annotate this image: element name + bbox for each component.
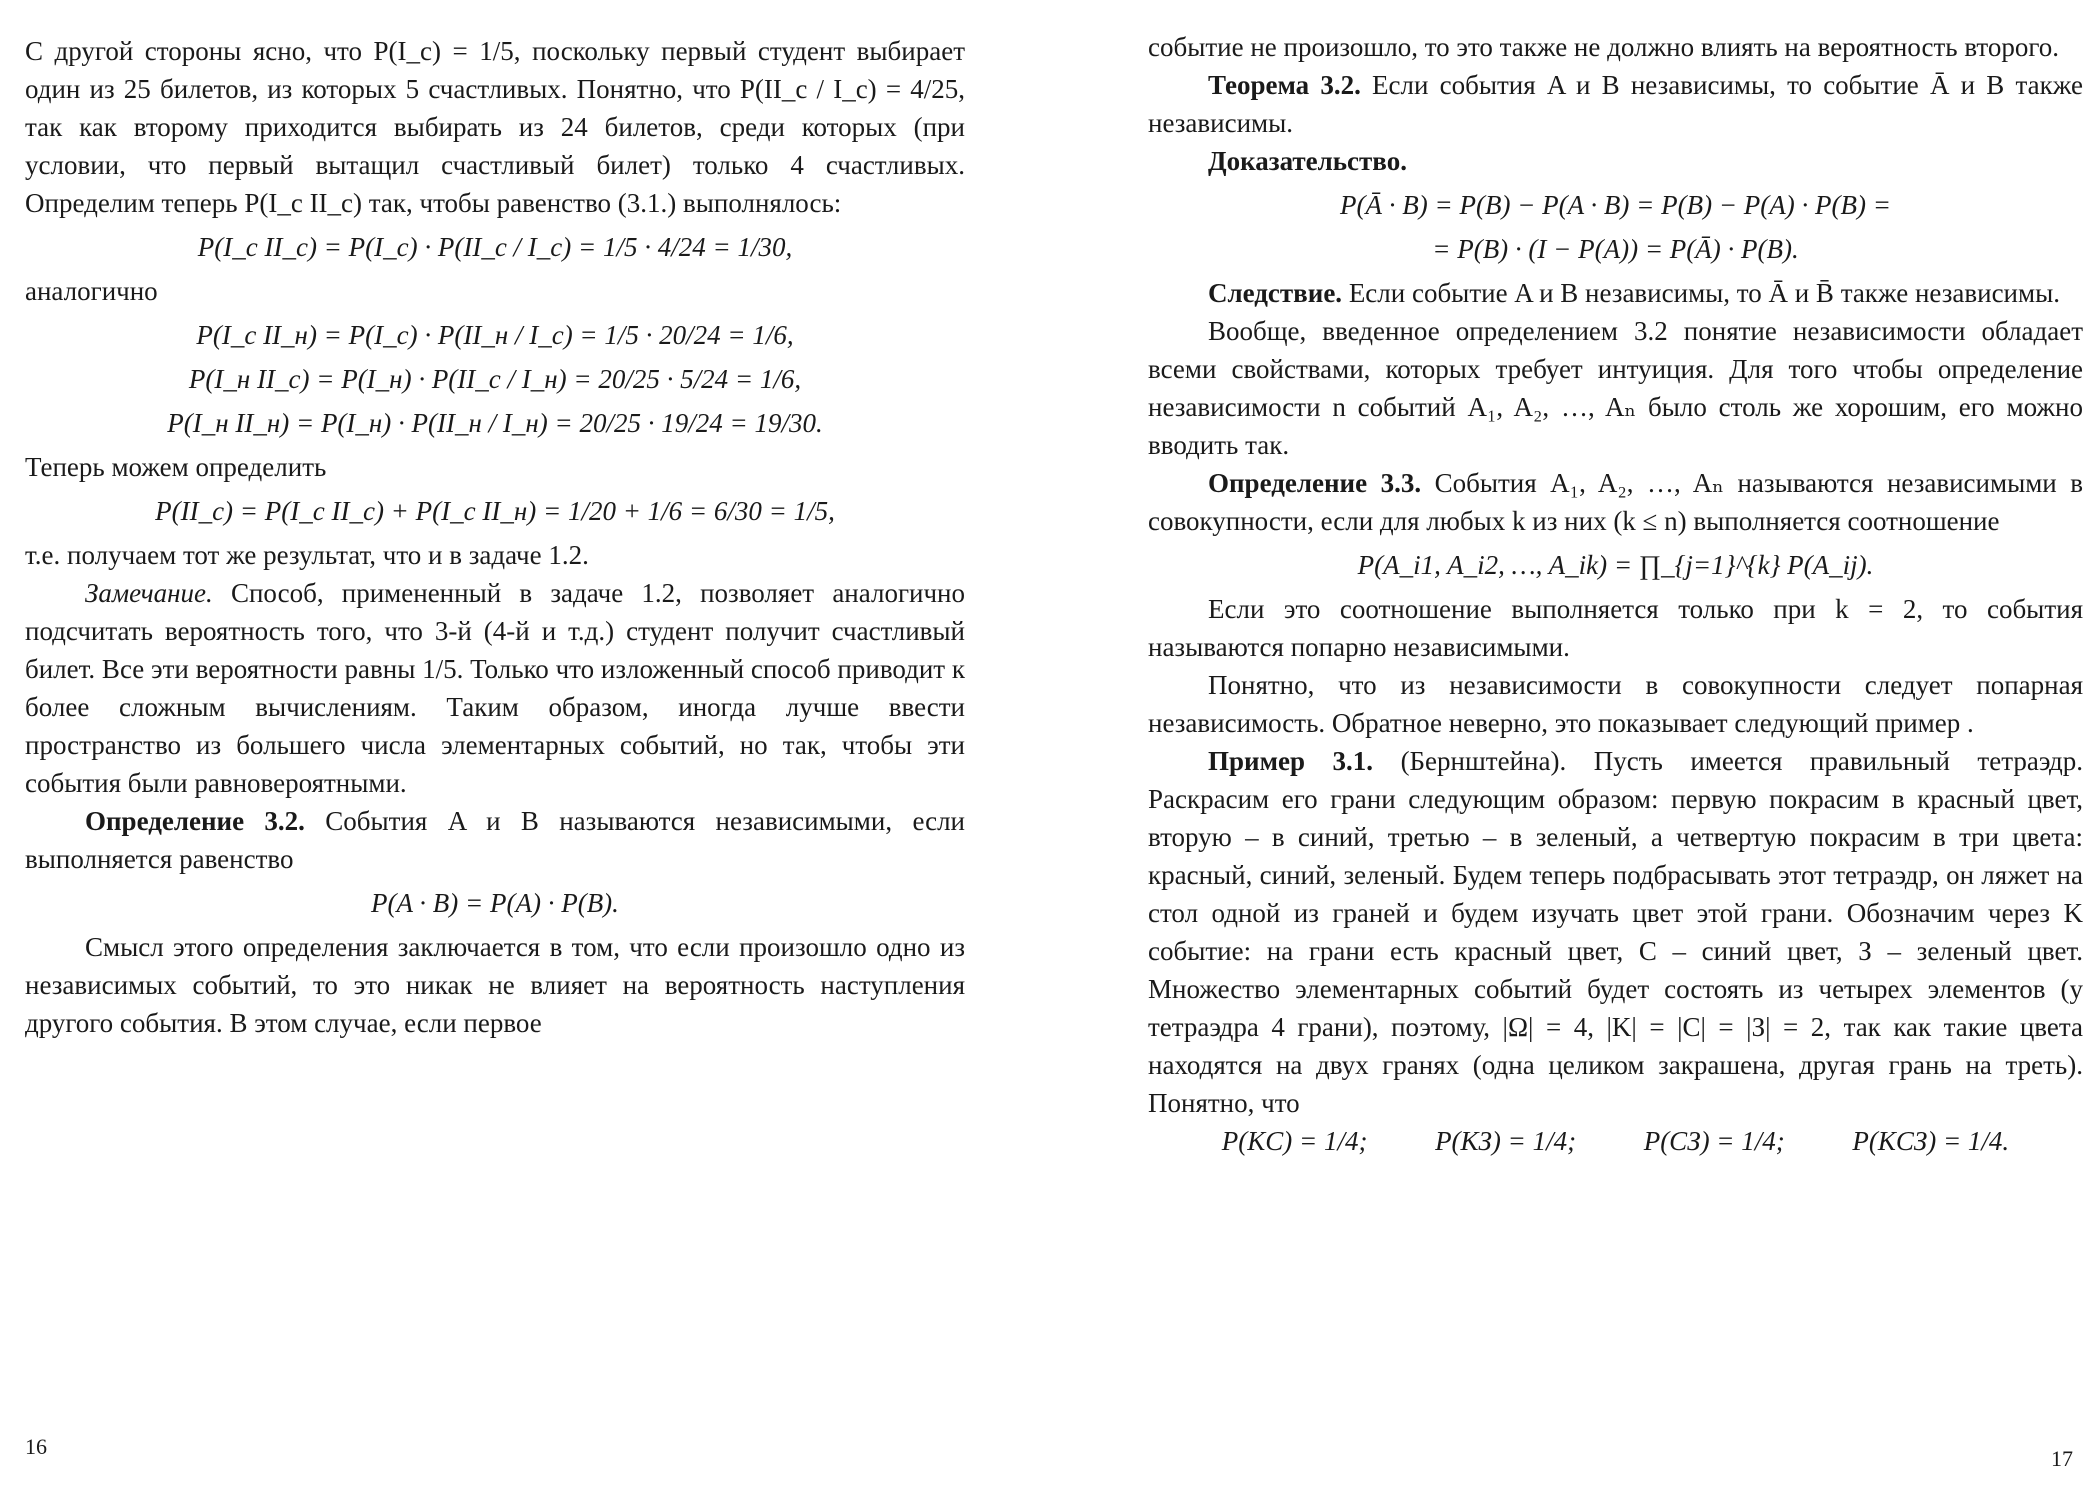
paragraph: т.е. получаем тот же результат, что и в задаче 1.2. <box>25 540 589 570</box>
remark-paragraph <box>25 574 965 802</box>
left-page-content <box>25 32 965 1042</box>
formula: P(CЗ) = 1/4; <box>1643 1126 1785 1156</box>
theorem-paragraph <box>1148 66 2083 142</box>
theorem-text: Если события A и B независимы, то событие Ā и B также независимы. <box>1148 70 2083 138</box>
formula: P(I_н II_c) = P(I_н) · P(II_c / I_н) = 20/25 · 5/24 = 1/6, <box>188 364 802 394</box>
corollary-label: Следствие. <box>1208 278 1343 308</box>
paragraph: аналогично <box>25 276 158 306</box>
right-page <box>1148 0 2083 1488</box>
paragraph: Понятно, что из независимости в совокупности следует попарная независимость. Обратное неверно, это показывает следующий пример . <box>1148 670 2083 738</box>
paragraph: Если это соотношение выполняется только при k = 2, то события называются попарно независимыми. <box>1148 594 2083 662</box>
formula: P(KCЗ) = 1/4. <box>1852 1126 2010 1156</box>
definition-paragraph <box>1148 464 2083 540</box>
formula: P(I_н II_н) = P(I_н) · P(II_н / I_н) = 20/25 · 19/24 = 19/30. <box>167 408 823 438</box>
definition-paragraph <box>25 802 965 878</box>
formula: P(KЗ) = 1/4; <box>1435 1126 1577 1156</box>
paragraph: Теперь можем определить <box>25 452 327 482</box>
paragraph: С другой стороны ясно, что P(I_c) = 1/5, поскольку первый студент выбирает один из 25 билетов, из которых 5 счастливых. Понятно, что P(II_c / I_c) = 4/25, так как второму приходится выбирать из 24 билетов, среди которых (при условии, что первый вытащил счастливый билет) только 4 счастливых. Определим теперь P(I_c II_c) так, чтобы равенство (3.1.) выполнялось: <box>25 36 965 218</box>
formula: P(Ā · B) = P(B) − P(A · B) = P(B) − P(A) · P(B) = <box>1340 190 1891 220</box>
paragraph: Вообще, введенное определением 3.2 понятие независимости обладает всеми свойствами, которых требует интуиция. Для того чтобы определение независимости n событий A₁, A₂, …, Aₙ было столь же хорошим, его можно вводить так. <box>1148 316 2083 460</box>
right-page-content <box>1148 28 2083 1160</box>
formula: P(A · B) = P(A) · P(B). <box>371 888 619 918</box>
definition-text: События A₁, A₂, …, Aₙ называются независимыми в совокупности, если для любых k из них (k ≤ n) выполняется соотношение <box>1148 468 2084 536</box>
remark-text: Способ, примененный в задаче 1.2, позволяет аналогично подсчитать вероятность того, что 3-й (4-й и т.д.) студент получит счастливый билет. Все эти вероятности равны 1/5. Только что изложенный способ приводит к более сложным вычислениям. Таким образом, иногда лучше ввести пространство из большего числа элементарных событий, но так, чтобы эти события были равновероятными. <box>25 578 965 798</box>
proof-label: Доказательство. <box>1208 146 1407 176</box>
definition-label: Определение 3.3. <box>1208 468 1422 498</box>
example-text: (Бернштейна). Пусть имеется правильный тетраэдр. Раскрасим его грани следующим образом: первую покрасим в красный цвет, вторую – в синий, третью – в зеленый, а четвертую покрасим в три цвета: красный, синий, зеленый. Будем теперь подбрасывать этот тетраэдр, он ляжет на стол одной из граней и будем изучать цвет этой грани. Обозначим через K событие: на грани есть красный цвет, C – синий цвет, З – зеленый цвет. Множество элементарных событий будет состоять из четырех элементов (у тетраэдра 4 грани), поэтому, |Ω| = 4, |K| = |C| = |З| = 2, так как такие цвета находятся на двух гранях (одна целиком закрашена, другая грань на треть). Понятно, что <box>1148 746 2084 1118</box>
corollary-text: Если событие A и B независимы, то Ā и B̄ также независимы. <box>1348 278 2060 308</box>
definition-label: Определение 3.2. <box>85 806 305 836</box>
definition-text: События A и B называются независимыми, если выполняется равенство <box>25 806 966 874</box>
formula: P(KC) = 1/4; <box>1221 1126 1368 1156</box>
left-page <box>25 0 965 1488</box>
example-paragraph <box>1148 742 2083 1122</box>
paragraph: событие не произошло, то это также не должно влиять на вероятность второго. <box>1148 32 2060 62</box>
page-number: 16 <box>25 1434 47 1459</box>
formula: P(II_c) = P(I_c II_c) + P(I_c II_н) = 1/20 + 1/6 = 6/30 = 1/5, <box>155 496 835 526</box>
probability-formulas <box>1148 1122 2083 1160</box>
page-number: 17 <box>2051 1446 2073 1471</box>
formula: P(A_i1, A_i2, …, A_ik) = ∏_{j=1}^{k} P(A_ij). <box>1357 550 1874 580</box>
paragraph: Смысл этого определения заключается в том, что если произошло одно из независимых событий, то это никак не влияет на вероятность наступления другого события. В этом случае, если первое <box>25 932 965 1038</box>
theorem-label: Теорема 3.2. <box>1208 70 1361 100</box>
example-label: Пример 3.1. <box>1208 746 1374 776</box>
formula: P(I_c II_н) = P(I_c) · P(II_н / I_c) = 1/5 · 20/24 = 1/6, <box>196 320 794 350</box>
remark-label: Замечание. <box>85 578 213 608</box>
formula: = P(B) · (I − P(A)) = P(Ā) · P(B). <box>1432 234 1799 264</box>
formula: P(I_c II_c) = P(I_c) · P(II_c / I_c) = 1/5 · 4/24 = 1/30, <box>197 232 793 262</box>
corollary-paragraph <box>1148 274 2083 312</box>
